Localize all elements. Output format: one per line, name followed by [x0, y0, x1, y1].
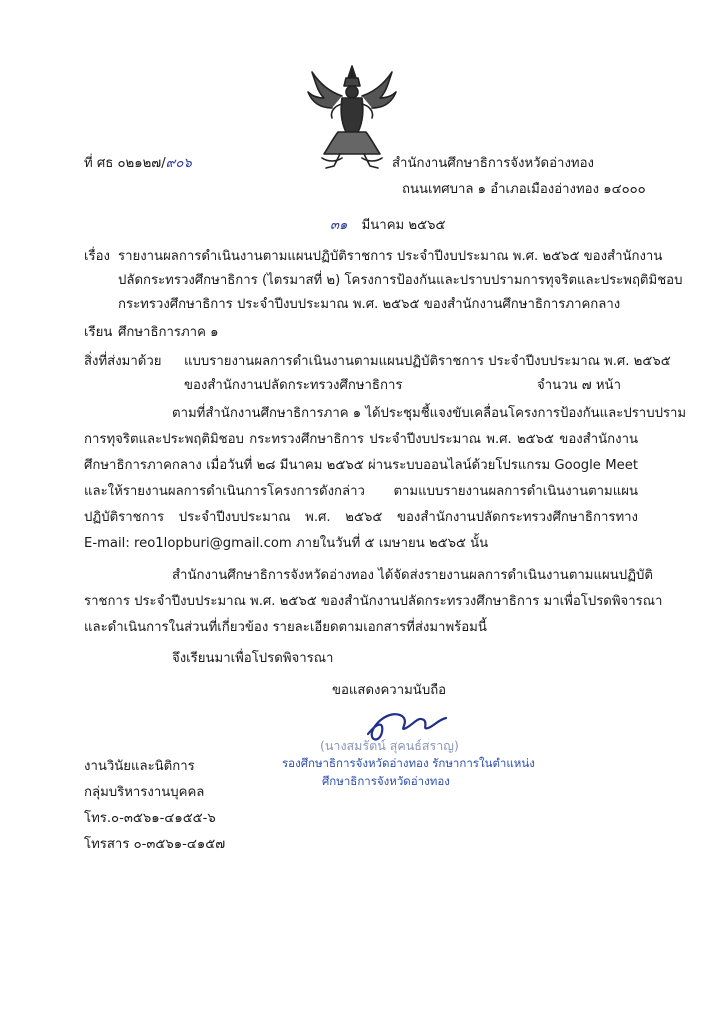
paragraph-1-line-6: E-mail: reo1lopburi@gmail.com ภายในวันที่ ๕ เมษายน ๒๕๖๕ นั้น [84, 536, 489, 551]
reference-number [84, 157, 192, 170]
recipient-value: ศึกษาธิการภาค ๑ [118, 325, 219, 340]
paragraph-1-line-1: ตามที่สำนักงานศึกษาธิการภาค ๑ ได้ประชุมชี้แจงขับเคลื่อนโครงการป้องกันและปราบปราม [172, 406, 687, 421]
subject-line-2: ปลัดกระทรวงศึกษาธิการ (ไตรมาสที่ ๒) โครงการป้องกันและปราบปรามการทุจริตและประพฤติมิชอบ [118, 273, 683, 288]
recipient-label: เรียน [84, 325, 113, 340]
closing-request: จึงเรียนมาเพื่อโปรดพิจารณา [172, 651, 334, 666]
subject-label: เรื่อง [84, 249, 110, 264]
paragraph-2-line-2: ราชการ ประจำปีงบประมาณ พ.ศ. ๒๕๖๕ ของสำนักงานปลัดกระทรวงศึกษาธิการ มาเพื่อโปรดพิจารณา [84, 594, 663, 609]
paragraph-1-line-5: ปฏิบัติราชการ ประจำปีงบประมาณ พ.ศ. ๒๕๖๕ ของสำนักงานปลัดกระทรวงศึกษาธิการทาง [84, 510, 638, 525]
handwritten-date-day: ๓๑ [330, 218, 348, 233]
paragraph-1-line-2: การทุจริตและประพฤติมิชอบ กระทรวงศึกษาธิการ ประจำปีงบประมาณ พ.ศ. ๒๕๖๕ ของสำนักงาน [84, 432, 638, 447]
paragraph-1-line-3: ศึกษาธิการภาคกลาง เมื่อวันที่ ๒๘ มีนาคม ๒๕๖๕ ผ่านระบบออนไลน์ด้วยโปรแกรม Google Meet [84, 458, 638, 473]
footer-group: กลุ่มบริหารงานบุคคล [84, 785, 205, 800]
document-date [330, 219, 445, 232]
subject-line-3: กระทรวงศึกษาธิการ ประจำปีงบประมาณ พ.ศ. ๒๕๖๕ ของสำนักงานศึกษาธิการภาคกลาง [118, 297, 621, 312]
enclosure-label: สิ่งที่ส่งมาด้วย [84, 354, 162, 369]
paragraph-2-line-3: และดำเนินการในส่วนที่เกี่ยวข้อง รายละเอียดตามเอกสารที่ส่งมาพร้อมนี้ [84, 620, 487, 635]
paragraph-1-line-4: และให้รายงานผลการดำเนินการโครงการดังกล่าว ตามแบบรายงานผลการดำเนินงานตามแผน [84, 484, 638, 499]
enclosure-line-2: ของสำนักงานปลัดกระทรวงศึกษาธิการ [184, 378, 403, 393]
reference-prefix: ที่ ศธ ๐๒๑๒๗/ [84, 156, 166, 171]
signatory-position-line-2: ศึกษาธิการจังหวัดอ่างทอง [322, 774, 450, 788]
signatory-name: (นางสมรัตน์ สุคนธ์สราญ) [320, 738, 459, 753]
enclosure-line-1: แบบรายงานผลการดำเนินงานตามแผนปฏิบัติราชการ ประจำปีงบประมาณ พ.ศ. ๒๕๖๕ [184, 354, 671, 369]
footer-fax: โทรสาร ๐-๓๕๖๑-๔๑๕๗ [84, 837, 226, 852]
handwritten-reference-number: ๙๐๖ [165, 156, 192, 171]
enclosure-page-count: จำนวน ๗ หน้า [537, 378, 621, 393]
garuda-emblem-icon [302, 62, 402, 172]
paragraph-2-line-1: สำนักงานศึกษาธิการจังหวัดอ่างทอง ได้จัดส่งรายงานผลการดำเนินงานตามแผนปฏิบัติ [172, 568, 653, 583]
footer-phone: โทร.๐-๓๕๖๑-๔๑๕๕-๖ [84, 811, 216, 826]
closing-salutation: ขอแสดงความนับถือ [332, 683, 447, 698]
signatory-position-line-1: รองศึกษาธิการจังหวัดอ่างทอง รักษาการในตำแหน่ง [282, 756, 535, 770]
subject-line-1: รายงานผลการดำเนินงานตามแผนปฏิบัติราชการ ประจำปีงบประมาณ พ.ศ. ๒๕๖๕ ของสำนักงาน [118, 249, 663, 264]
footer-department: งานวินัยและนิติการ [84, 759, 195, 774]
office-name: สำนักงานศึกษาธิการจังหวัดอ่างทอง [392, 156, 594, 171]
office-address: ถนนเทศบาล ๑ อำเภอเมืองอ่างทอง ๑๔๐๐๐ [402, 182, 646, 197]
date-month-year: มีนาคม ๒๕๖๕ [361, 218, 446, 233]
